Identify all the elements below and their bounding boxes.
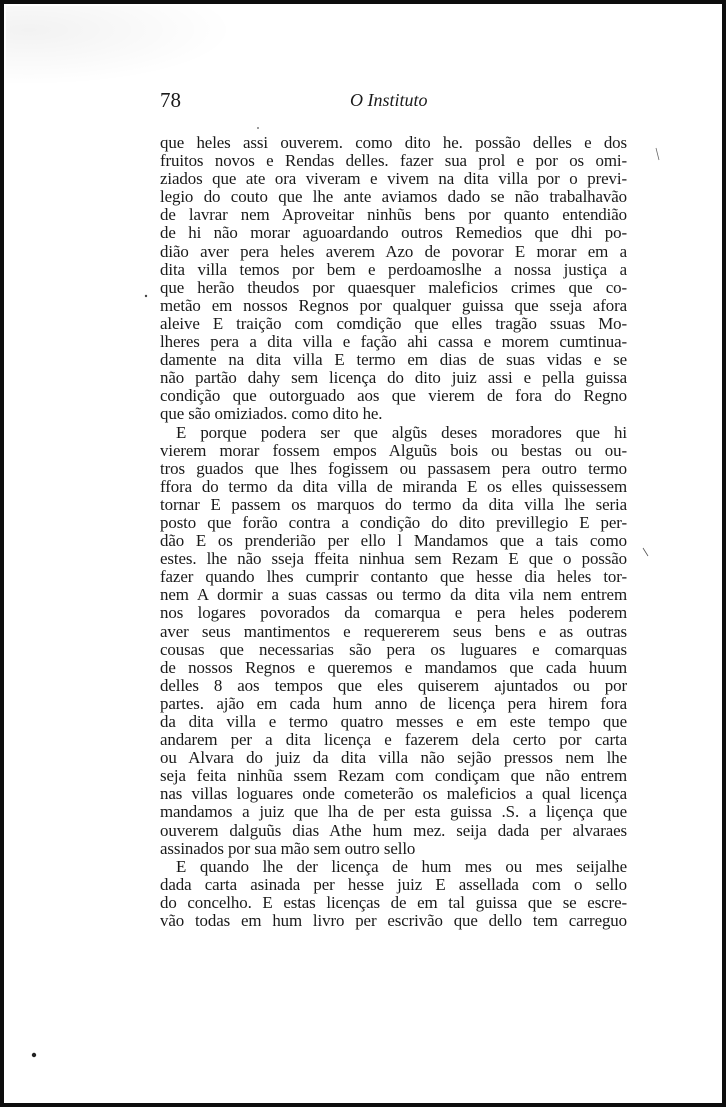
text-line: dita villa temos por bem e perdoamoslhe a nossa justiça a	[160, 259, 627, 279]
text-line: ou Alvara do juiz da dita villa não sejão pressos nem lhe	[160, 748, 627, 768]
text-line: vierem morar fossem empos Alguũs bois ou bestas ou ou-	[160, 440, 627, 460]
text-line: partes. ajão em cada hum anno de licença pera hirem fora	[160, 693, 627, 713]
text-line: dão E os prenderião per ello l Mandamos que a tais como	[160, 531, 627, 551]
text-line: de hi não morar aguoardando outros Remedios que dhi po-	[160, 223, 627, 243]
text-line: nos logares povorados da comarqua e pera heles poderem	[160, 603, 627, 623]
text-line: delles 8 aos tempos que eles quiserem ajuntados ou por	[160, 675, 627, 695]
text-line: tornar E passem os marquos do termo da dita villa lhe seria	[160, 494, 627, 514]
text-line: de nossos Regnos e queremos e mandamos que cada huum	[160, 657, 627, 677]
page-number: 78	[160, 88, 181, 112]
text-line: fruitos novos e Rendas delles. fazer sua prol e por os omi-	[160, 151, 627, 171]
text-line: legio do couto que lhe ante aviamos dado se não trabalhavão	[160, 187, 627, 207]
text-line: nem A dormir a suas cassas ou termo da dita vila nem entrem	[160, 585, 627, 605]
text-line: ffora do termo da dita villa de miranda E os elles quissessem	[160, 476, 627, 496]
text-line: aver seus mantimentos e requererem seus bens e as outras	[160, 621, 627, 641]
text-line: vão todas em hum livro per escrivão que dello tem carreguo	[160, 911, 627, 931]
text-line: mandamos a juiz que lha de per esta guissa .S. a liçença que	[160, 802, 627, 822]
text-line: da dita villa e termo quatro messes e em este tempo que	[160, 712, 627, 731]
text-line: E quando lhe der licença de hum mes ou mes seijalhe	[176, 856, 627, 876]
running-title: O Instituto	[350, 90, 428, 110]
text-line: tros guados que lhes fogissem ou passasem pera outro termo	[160, 458, 627, 478]
text-line: que heles assi ouverem. como dito he. possão delles e dos	[160, 133, 627, 152]
text-line: lheres pera a dita villa e fação ahi cassa e morem cumtinua-	[160, 332, 627, 352]
text-line: de lavrar nem Aproveitar ninhũs bens por quanto entendião	[160, 205, 627, 225]
text-line: posto que forão contra a condição do dito previllegio E per-	[160, 512, 627, 532]
text-line: ouverem dalguũs dias Athe hum mez. seija dada per alvaraes	[160, 820, 627, 840]
text-line: ziados que ate ora viveram e vivem na dita villa por o previ-	[160, 169, 627, 189]
text-line: assinados por sua mão sem outro sello	[160, 838, 416, 858]
text-line: cousas que necessarias são pera os luguares e comarquas	[160, 639, 627, 659]
text-line: que são omiziados. como dito he.	[160, 404, 383, 424]
text-line: andarem per a dita licença e fazerem dela certo por carta	[160, 730, 627, 750]
text-line: que herão theudos por quaesquer maleficios crimes que co-	[160, 277, 627, 297]
text-line: fazer quando lhes cumprir contanto que hesse dia heles tor-	[160, 567, 627, 587]
text-line: seja feita ninhũa ssem Rezam com condiçam que não entrem	[160, 766, 627, 786]
text-line: não partão dahy sem licença do dito juiz assi e pella guissa	[160, 368, 627, 388]
text-line: dada carta asinada per hesse juiz E assellada com o sello	[160, 874, 627, 894]
text-line: condição que outorguado aos que vierem de fora do Regno	[160, 386, 627, 406]
text-line: nas villas loguares onde cometerão os maleficios a qual licença	[160, 784, 627, 804]
text-line: estes. lhe não sseja ffeita ninhua sem Rezam E que o possão	[160, 549, 627, 569]
text-line: dião aver pera heles averem Azo de povorar E morar em a	[160, 241, 627, 261]
text-line: E porque podera ser que algũs deses moradores que hi	[176, 422, 627, 442]
text-line: do concelho. E estas licenças de em tal guissa que se escre-	[160, 892, 627, 912]
text-line: aleive E traição com comdição que elles tragão ssuas Mo-	[160, 313, 627, 333]
text-line: damente na dita villa E termo em dias de suas vidas e se	[160, 350, 627, 370]
text-line: metão em nossos Regnos por qualquer guissa que sseja afora	[160, 295, 627, 315]
